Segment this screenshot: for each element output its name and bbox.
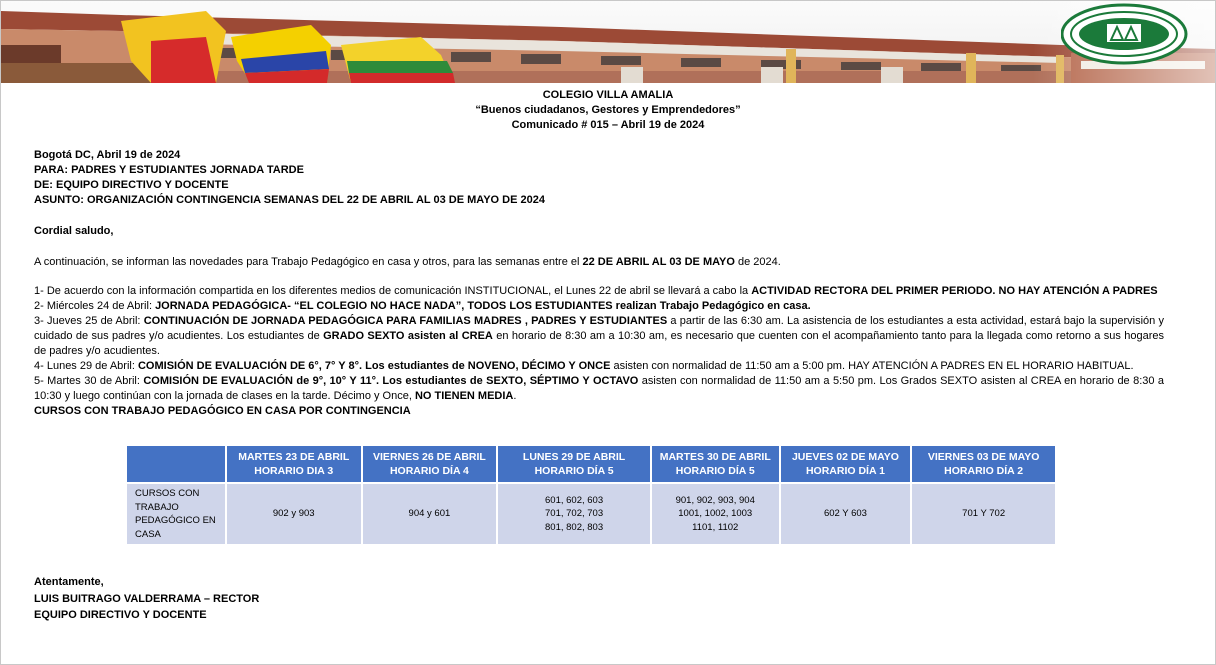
farewell: Atentamente, xyxy=(34,576,104,588)
item-5-bold-2: NO TIENEN MEDIA xyxy=(414,390,514,402)
header-schedule: HORARIO DÍA 1 xyxy=(805,465,885,477)
school-motto: “Buenos ciudadanos, Gestores y Emprendedores” xyxy=(475,104,741,116)
table-cell xyxy=(363,484,497,544)
table-cell xyxy=(652,484,779,544)
header-schedule: HORARIO DÍA 4 xyxy=(389,465,469,477)
greeting: Cordial saludo, xyxy=(34,225,114,237)
intro-paragraph xyxy=(34,255,1164,270)
school-logo-icon xyxy=(1061,3,1191,73)
cell-line: 601, 602, 603 xyxy=(545,494,604,506)
item-2-bold: JORNADA PEDAGÓGICA- “EL COLEGIO NO HACE NADA”, TODOS LOS ESTUDIANTES realizan Trabajo Pedagógico en casa. xyxy=(155,300,811,312)
header-date: LUNES 29 DE ABRIL xyxy=(522,451,626,463)
item-5-text-2: asisten con normalidad de 11:50 am a 5:50 pm. Los Grados SEXTO asisten al CREA en horario de 8:30 a 10:30 y luego continúan con la jornada de clases en la tarde. Décimo y Once, xyxy=(34,375,1165,402)
header-date: JUEVES 02 DE MAYO xyxy=(791,451,899,463)
header-cell xyxy=(652,446,779,482)
header-date: MARTES 30 DE ABRIL xyxy=(659,451,771,463)
header-banner xyxy=(1,1,1215,83)
header-schedule: HORARIO DÍA 5 xyxy=(534,465,614,477)
communique-number: Comunicado # 015 – Abril 19 de 2024 xyxy=(511,119,705,131)
row-label-line: CURSOS CON xyxy=(135,488,200,499)
sender-line: DE: EQUIPO DIRECTIVO Y DOCENTE xyxy=(34,179,229,191)
item-5-text: 5- Martes 30 de Abril: xyxy=(34,375,144,387)
item-4-text: 4- Lunes 29 de Abril: xyxy=(34,360,138,372)
school-name: COLEGIO VILLA AMALIA xyxy=(542,89,674,101)
recipient-line: PARA: PADRES Y ESTUDIANTES JORNADA TARDE xyxy=(34,164,304,176)
letter-addressing xyxy=(34,148,1164,208)
signer-name: LUIS BUITRAGO VALDERRAMA – RECTOR xyxy=(34,592,260,605)
cell-line: 902 y 903 xyxy=(272,508,315,520)
header-schedule: HORARIO DÍA 2 xyxy=(944,465,1024,477)
row-label-line: TRABAJO xyxy=(135,501,179,513)
intro-text: A continuación, se informan las novedades para Trabajo Pedagógico en casa y otros, para las semanas entre el xyxy=(34,256,583,268)
courses-table xyxy=(125,444,1057,546)
header-date: VIERNES 03 DE MAYO xyxy=(927,451,1040,463)
school-banner-illustration xyxy=(1,1,1215,83)
item-3-text-2: a partir de las 6:30 am. La asistencia de los estudiantes a esta actividad, estará bajo la supervisión y cuidado de sus padres y/o acudientes. Los estudiantes de xyxy=(34,315,1164,342)
header-cell xyxy=(363,446,497,482)
header-cell xyxy=(227,446,361,482)
row-label-cell xyxy=(127,484,225,544)
cell-line: 901, 902, 903, 904 xyxy=(675,494,755,506)
intro-dates: 22 DE ABRIL AL 03 DE MAYO xyxy=(582,256,735,268)
item-3-text: 3- Jueves 25 de Abril: xyxy=(34,315,144,327)
closing-block xyxy=(34,574,1164,624)
item-3-bold: CONTINUACIÓN DE JORNADA PEDAGÓGICA PARA FAMILIAS MADRES , PADRES Y ESTUDIANTES xyxy=(143,315,668,327)
table-header-row xyxy=(127,446,1055,482)
item-3 xyxy=(34,314,1164,359)
table-title: CURSOS CON TRABAJO PEDAGÓGICO EN CASA POR CONTINGENCIA xyxy=(34,405,411,417)
item-4-bold: COMISIÓN DE EVALUACIÓN DE 6°, 7° Y 8°. Los estudiantes de NOVENO, DÉCIMO Y ONCE xyxy=(137,360,611,372)
news-items xyxy=(34,284,1164,419)
header-cell xyxy=(912,446,1055,482)
item-1 xyxy=(34,284,1164,299)
item-4-text-2: asisten con normalidad de 11:50 am a 5:00 pm. HAY ATENCIÓN A PADRES EN EL HORARIO HABITUAL. xyxy=(610,360,1134,372)
cell-line: 602 Y 603 xyxy=(823,508,867,520)
cell-line: 801, 802, 803 xyxy=(545,521,604,533)
item-1-text: 1- De acuerdo con la información compartida en los diferentes medios de comunicación INSTITUCIONAL, el Lunes 22 de abril se llevará a cabo la xyxy=(34,285,752,297)
cell-line: 701, 702, 703 xyxy=(545,508,604,520)
header-date: MARTES 23 DE ABRIL xyxy=(238,451,350,463)
item-5 xyxy=(34,374,1164,404)
cell-line: 904 y 601 xyxy=(408,508,451,520)
cell-line: 701 Y 702 xyxy=(962,508,1006,520)
cell-line: 1001, 1002, 1003 xyxy=(678,508,753,520)
document-heading xyxy=(0,88,1216,133)
subject-line: ASUNTO: ORGANIZACIÓN CONTINGENCIA SEMANAS DEL 22 DE ABRIL AL 03 DE MAYO DE 2024 xyxy=(34,194,545,206)
header-cell xyxy=(781,446,911,482)
item-3-text-3: en horario de 8:30 am a 10:30 am, es necesario que cuenten con el acompañamiento tanto para la llegada como retorno a sus hogares de padres y/o acudientes. xyxy=(34,330,1165,357)
header-schedule: HORARIO DÍA 5 xyxy=(675,465,755,477)
header-cell-empty xyxy=(127,446,225,482)
row-label-line: PEDAGÓGICO EN xyxy=(135,515,216,526)
item-2-text: 2- Miércoles 24 de Abril: xyxy=(34,300,156,312)
row-label-line: CASA xyxy=(135,528,161,540)
table-row xyxy=(127,484,1055,544)
item-5-end: . xyxy=(513,390,517,402)
item-4 xyxy=(34,359,1164,374)
intro-year: de 2024. xyxy=(734,256,781,268)
item-3-bold-2: GRADO SEXTO asisten al CREA xyxy=(323,330,493,342)
item-1-bold: ACTIVIDAD RECTORA DEL PRIMER PERIODO. NO HAY ATENCIÓN A PADRES xyxy=(751,285,1158,297)
place-date: Bogotá DC, Abril 19 de 2024 xyxy=(34,149,181,161)
table-cell xyxy=(498,484,650,544)
header-cell xyxy=(498,446,650,482)
cell-line: 1101, 1102 xyxy=(692,521,739,533)
table-cell xyxy=(781,484,911,544)
item-2 xyxy=(34,299,1164,314)
header-date: VIERNES 26 DE ABRIL xyxy=(373,451,486,463)
signer-team: EQUIPO DIRECTIVO Y DOCENTE xyxy=(34,609,207,621)
table-cell xyxy=(227,484,361,544)
item-5-bold: COMISIÓN DE EVALUACIÓN de 9°, 10° Y 11°. Los estudiantes de SEXTO, SÉPTIMO Y OCTAVO xyxy=(143,375,639,387)
header-schedule: HORARIO DIA 3 xyxy=(254,465,334,477)
table-cell xyxy=(912,484,1055,544)
